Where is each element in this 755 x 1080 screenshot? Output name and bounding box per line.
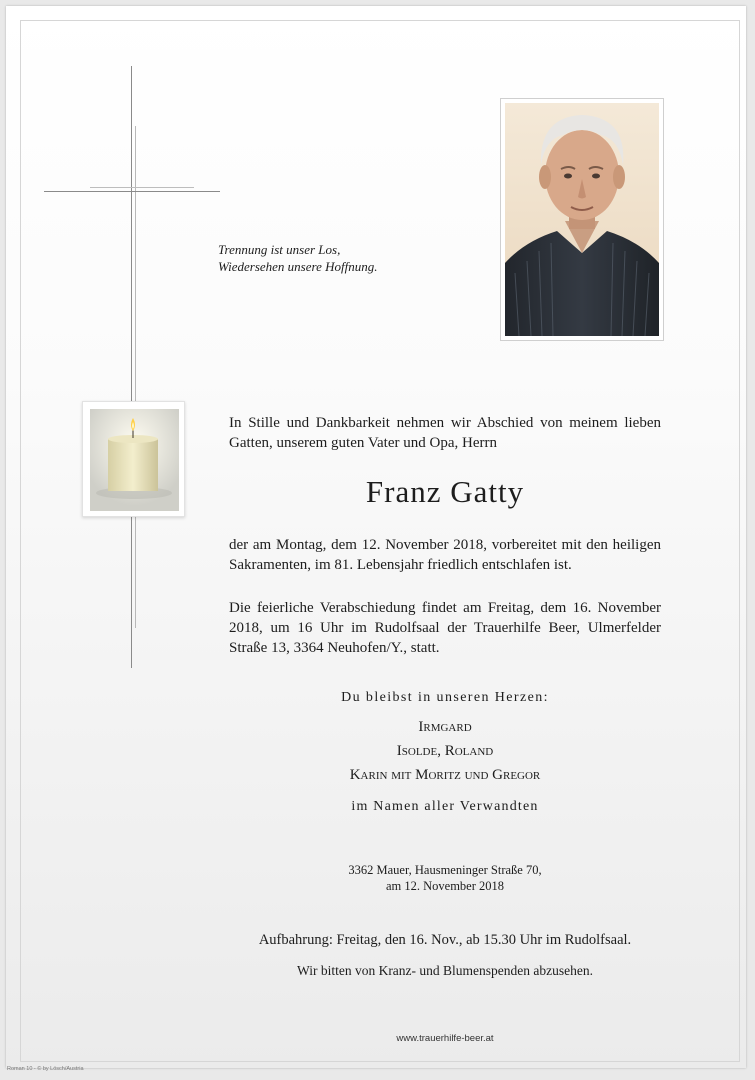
candle-icon bbox=[90, 409, 179, 511]
donation-request: Wir bitten von Kranz- und Blumenspenden abzusehen. bbox=[297, 963, 593, 978]
cross-horizontal-line bbox=[44, 191, 220, 192]
candle-image bbox=[82, 401, 185, 517]
relatives-line: im Namen aller Verwandten bbox=[351, 799, 539, 814]
cross-vertical-line bbox=[131, 66, 132, 668]
service-notice: Die feierliche Verabschiedung findet am Freitag, dem 16. November 2018, um 16 Uhr im Rudolfsaal der Trauerhilfe Beer, Ulmerfelder Straße 13, 3364 Neuhofen/Y., statt. bbox=[229, 600, 661, 656]
survivor-name: Irmgard bbox=[418, 719, 472, 735]
survivor-name: Isolde, Roland bbox=[396, 743, 494, 759]
quote-line-1: Trennung ist unser Los, bbox=[218, 242, 341, 257]
viewing-notice: Aufbahrung: Freitag, den 16. Nov., ab 15.30 Uhr im Rudolfsaal. bbox=[258, 932, 632, 948]
footer-mark: Roman 10 - © by Lösch/Austria bbox=[7, 1066, 84, 1072]
memorial-quote bbox=[218, 241, 478, 275]
website-link[interactable]: www.trauerhilfe-beer.at bbox=[396, 1033, 494, 1044]
portrait-photo bbox=[500, 98, 664, 341]
place-date bbox=[229, 862, 661, 894]
announcement-intro: In Stille und Dankbarkeit nehmen wir Abschied von meinem lieben Gatten, unserem guten Vater und Opa, Herrn bbox=[229, 415, 661, 451]
place-line: 3362 Mauer, Hausmeninger Straße 70, bbox=[348, 863, 542, 877]
portrait-image bbox=[505, 103, 659, 336]
cross-vertical-shadow-line bbox=[135, 126, 136, 628]
date-line: am 12. November 2018 bbox=[385, 879, 505, 893]
survivors-heading: Du bleibst in unseren Herzen: bbox=[341, 690, 549, 705]
survivor-name: Karin mit Moritz und Gregor bbox=[349, 767, 541, 783]
cross-horizontal-shadow-line bbox=[90, 187, 194, 188]
deceased-name: Franz Gatty bbox=[365, 474, 525, 509]
quote-line-2: Wiedersehen unsere Hoffnung. bbox=[218, 259, 378, 274]
death-notice: der am Montag, dem 12. November 2018, vorbereitet mit den heiligen Sakramenten, im 81. Lebensjahr friedlich entschlafen ist. bbox=[229, 537, 661, 573]
